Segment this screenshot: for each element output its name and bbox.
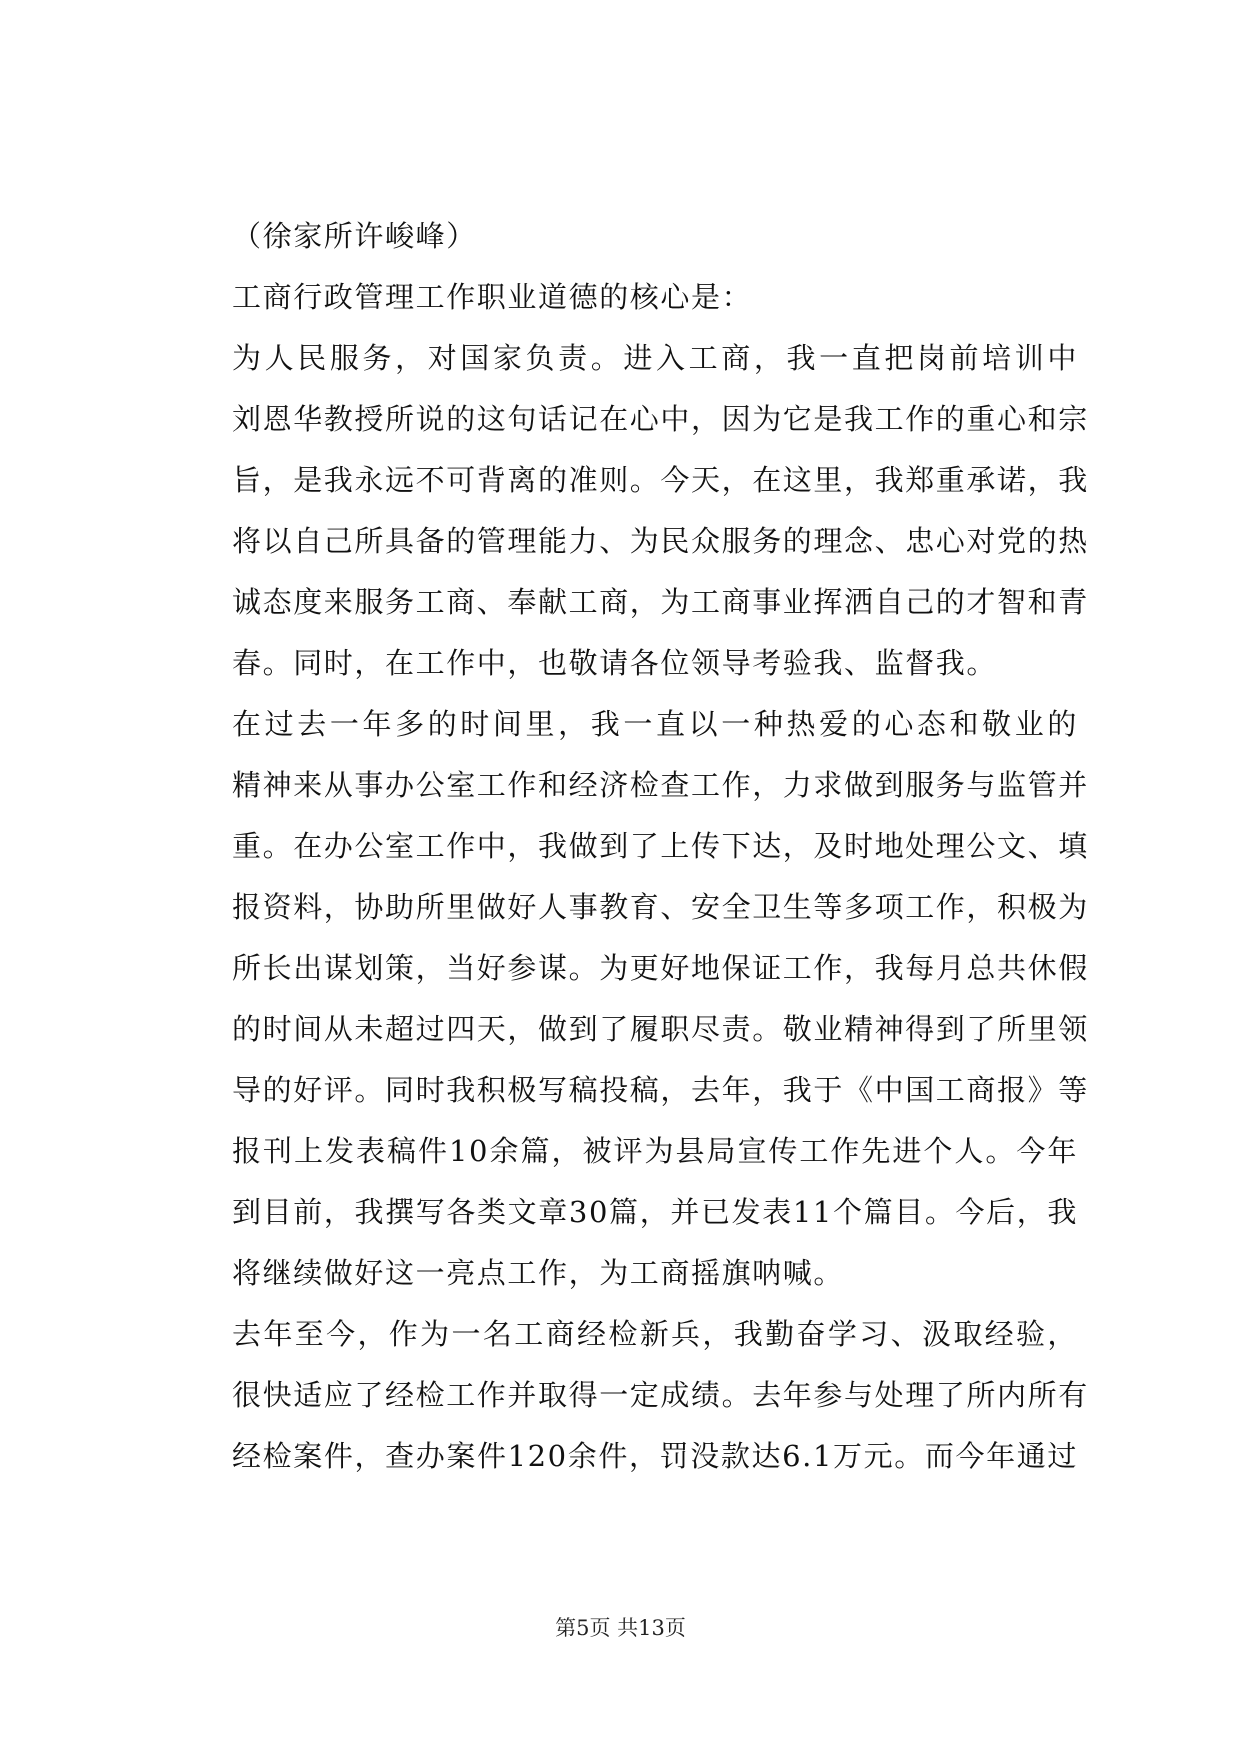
paragraph-line: 的时间从未超过四天，做到了履职尽责。敬业精神得到了所里领: [232, 1012, 1089, 1046]
paragraph-line: 工商行政管理工作职业道德的核心是：: [232, 280, 753, 314]
paragraph-line: 经检案件，查办案件120余件，罚没款达6.1万元。而今年通过: [232, 1439, 1078, 1473]
paragraph-line: 到目前，我撰写各类文章30篇，并已发表11个篇目。今后，我: [232, 1195, 1078, 1229]
paragraph-line: 旨，是我永远不可背离的准则。今天，在这里，我郑重承诺，我: [232, 463, 1089, 497]
author-line: （徐家所许峻峰）: [232, 219, 477, 253]
document-body: [232, 206, 1089, 1487]
paragraph-line: 春。同时，在工作中，也敬请各位领导考验我、监督我。: [232, 646, 998, 680]
paragraph-line: 精神来从事办公室工作和经济检查工作，力求做到服务与监管并: [232, 768, 1089, 802]
paragraph-line: 报资料，协助所里做好人事教育、安全卫生等多项工作，积极为: [232, 890, 1089, 924]
paragraph-line: 所长出谋划策，当好参谋。为更好地保证工作，我每月总共休假: [232, 951, 1089, 985]
paragraph-line: 在过去一年多的时间里，我一直以一种热爱的心态和敬业的: [232, 707, 1078, 741]
paragraph-line: 重。在办公室工作中，我做到了上传下达，及时地处理公文、填: [232, 829, 1089, 863]
paragraph-line: 将以自己所具备的管理能力、为民众服务的理念、忠心对党的热: [232, 524, 1089, 558]
paragraph-line: 去年至今，作为一名工商经检新兵，我勤奋学习、汲取经验，: [232, 1317, 1078, 1351]
paragraph-line: 导的好评。同时我积极写稿投稿，去年，我于《中国工商报》等: [232, 1073, 1089, 1107]
paragraph-line: 很快适应了经检工作并取得一定成绩。去年参与处理了所内所有: [232, 1378, 1089, 1412]
paragraph-line: 为人民服务，对国家负责。进入工商，我一直把岗前培训中: [232, 341, 1078, 375]
paragraph-line: 刘恩华教授所说的这句话记在心中，因为它是我工作的重心和宗: [232, 402, 1089, 436]
paragraph-line: 将继续做好这一亮点工作，为工商摇旗呐喊。: [232, 1256, 845, 1290]
page-number-footer: 第5页 共13页: [555, 1616, 686, 1640]
paragraph-line: 报刊上发表稿件10余篇，被评为县局宣传工作先进个人。今年: [232, 1134, 1078, 1168]
paragraph-line: 诚态度来服务工商、奉献工商，为工商事业挥洒自己的才智和青: [232, 585, 1089, 619]
